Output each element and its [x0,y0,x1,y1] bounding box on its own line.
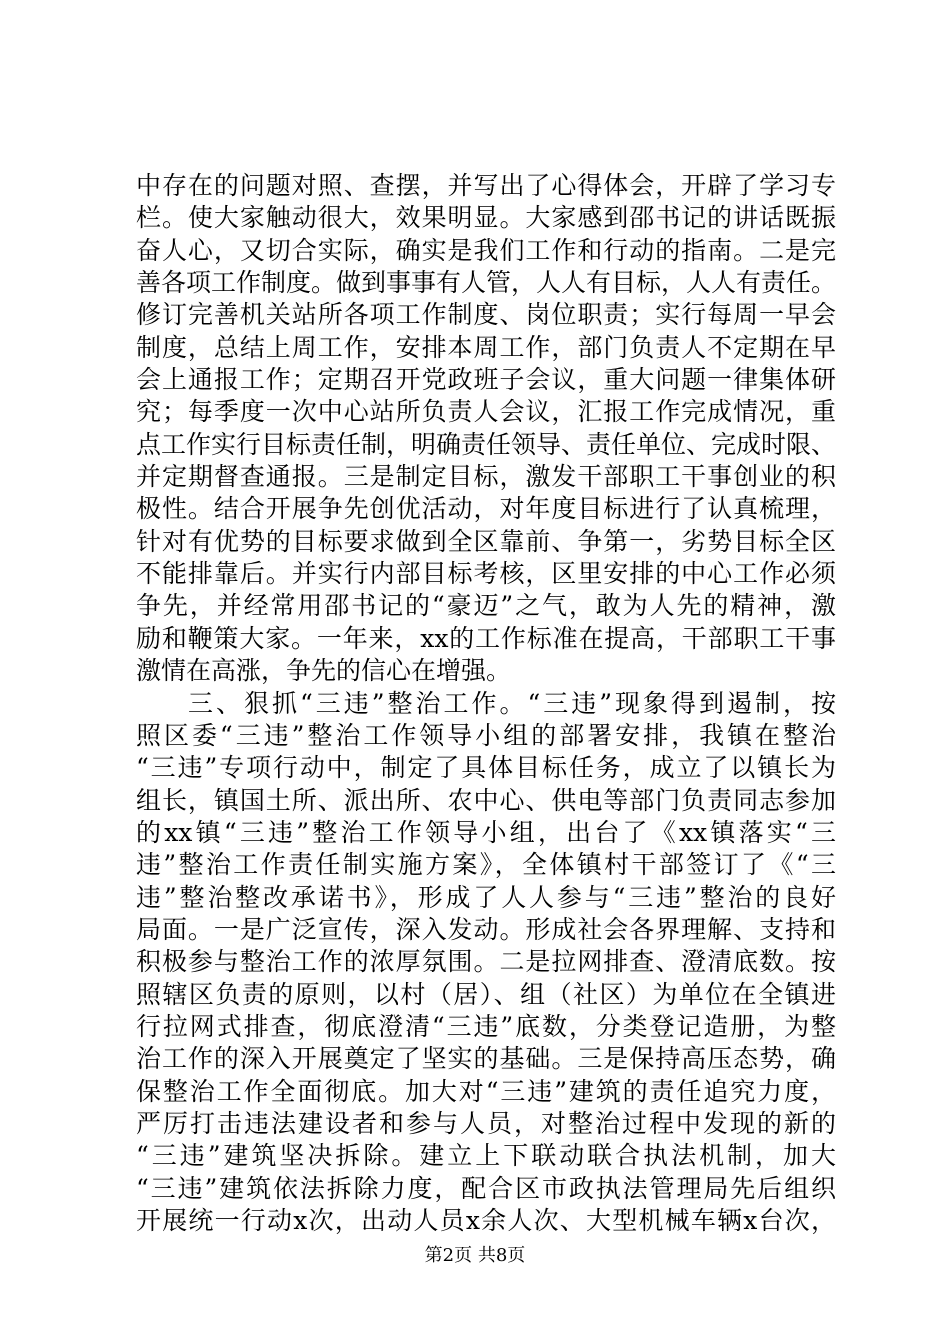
text-line: 违”整治整改承诺书》，形成了人人参与“三违”整治的良好 [136,882,836,912]
text-line: “三违”专项行动中，制定了具体目标任务，成立了以镇长为 [136,753,836,783]
text-line: 不能排靠后。并实行内部目标考核，区里安排的中心工作必须 [136,559,836,589]
text-line: 修订完善机关站所各项工作制度、岗位职责；实行每周一早会 [136,300,836,330]
text-line: 制度，总结上周工作，安排本周工作，部门负责人不定期在早 [136,332,836,362]
text-line: 会上通报工作；定期召开党政班子会议，重大问题一律集体研 [136,365,836,395]
text-line: 治工作的深入开展奠定了坚实的基础。三是保持高压态势，确 [136,1044,836,1074]
text-line: 严厉打击违法建设者和参与人员，对整治过程中发现的新的 [136,1108,836,1138]
text-line: 积极参与整治工作的浓厚氛围。二是拉网排查、澄清底数。按 [136,947,836,977]
text-line: 开展统一行动x次，出动人员x余人次、大型机械车辆x台次， [136,1206,836,1235]
text-line: 组长，镇国土所、派出所、农中心、供电等部门负责同志参加 [136,785,836,815]
text-line: 励和鞭策大家。一年来，xx的工作标准在提高，干部职工干事 [136,623,836,653]
text-line: 违”整治工作责任制实施方案》，全体镇村干部签订了《“三 [136,850,836,880]
page-footer: 第2页 共8页 [424,1245,526,1266]
text-line: 善各项工作制度。做到事事有人管，人人有目标，人人有责任。 [136,268,837,298]
text-line: 激情在高涨，争先的信心在增强。 [136,656,512,686]
text-line: 行拉网式排查，彻底澄清“三违”底数，分类登记造册，为整 [136,1011,836,1041]
text-line: 保整治工作全面彻底。加大对“三违”建筑的责任追究力度， [136,1076,836,1106]
text-line: 局面。一是广泛宣传，深入发动。形成社会各界理解、支持和 [136,914,836,944]
text-line: 的xx镇“三违”整治工作领导小组，出台了《xx镇落实“三 [136,817,836,847]
body-text [136,170,836,1237]
text-line: 照辖区负责的原则，以村（居）、组（社区）为单位在全镇进 [136,979,836,1009]
text-line: 并定期督查通报。三是制定目标，激发干部职工干事创业的积 [136,462,836,492]
text-line: 照区委“三违”整治工作领导小组的部署安排，我镇在整治 [136,720,836,750]
text-line: “三违”建筑坚决拆除。建立上下联动联合执法机制，加大 [136,1141,836,1171]
text-line: 极性。结合开展争先创优活动，对年度目标进行了认真梳理， [136,494,836,524]
text-line: 究；每季度一次中心站所负责人会议，汇报工作完成情况，重 [136,397,836,427]
text-line: “三违”建筑依法拆除力度，配合区市政执法管理局先后组织 [136,1173,836,1203]
paragraph-start-line: 三、狠抓“三违”整治工作。“三违”现象得到遏制，按 [188,688,836,718]
text-line: 奋人心，又切合实际，确实是我们工作和行动的指南。二是完 [136,235,836,265]
text-line: 点工作实行目标责任制，明确责任领导、责任单位、完成时限、 [136,429,837,459]
text-line: 针对有优势的目标要求做到全区靠前、争第一，劣势目标全区 [136,526,836,556]
text-line: 栏。使大家触动很大，效果明显。大家感到邵书记的讲话既振 [136,203,836,233]
text-line: 争先，并经常用邵书记的“豪迈”之气，敢为人先的精神，激 [136,591,836,621]
text-line: 中存在的问题对照、查摆，并写出了心得体会，开辟了学习专 [136,171,836,200]
